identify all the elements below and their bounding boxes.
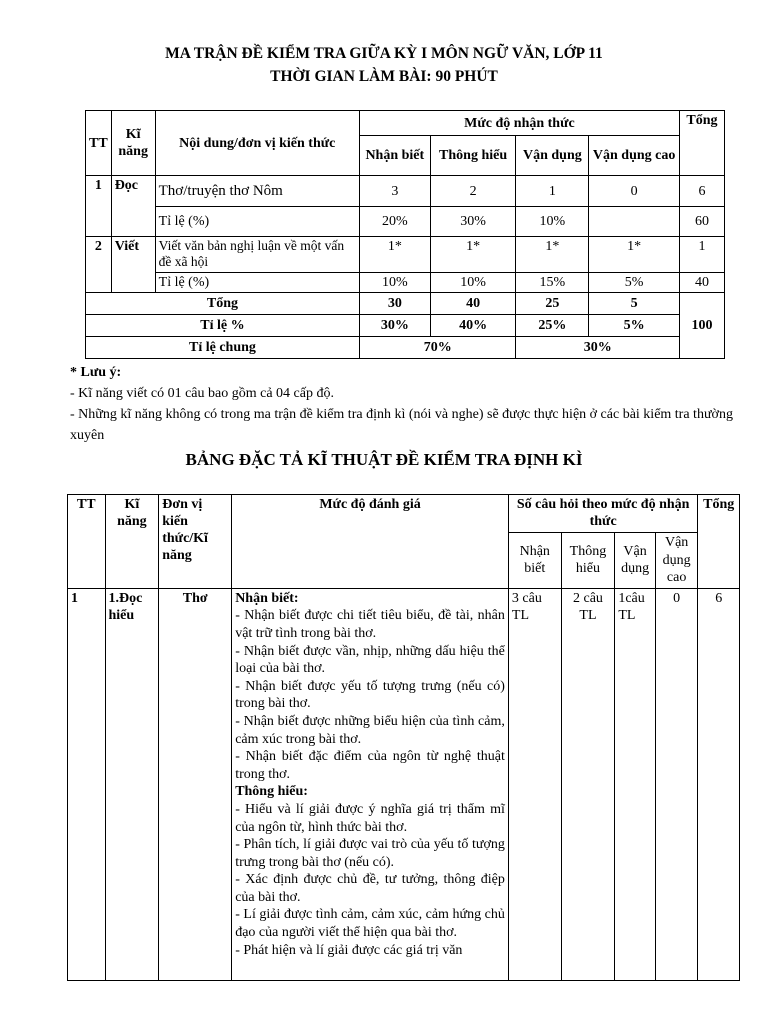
- cell: Thơ: [159, 588, 232, 980]
- cell: 40: [430, 293, 516, 315]
- cell: 40: [679, 273, 724, 293]
- cell: 5%: [589, 315, 680, 337]
- notes-heading: * Lưu ý:: [70, 365, 122, 380]
- cell: 3: [359, 176, 430, 207]
- criteria-item: - Nhận biết được yếu tố tượng trưng (nếu có) trong bài thơ.: [235, 678, 505, 712]
- cell: Tỉ lệ (%): [155, 207, 359, 237]
- spec-header-skill: Kĩ năng: [105, 495, 159, 589]
- spec-header-count: Số câu hỏi theo mức độ nhận thức: [508, 495, 698, 533]
- matrix-header-level: Mức độ nhận thức: [359, 111, 679, 136]
- spec-header-unit: Đơn vị kiến thức/Kĩ năng: [159, 495, 232, 589]
- cell: Tỉ lệ (%): [155, 273, 359, 293]
- cell: 30: [359, 293, 430, 315]
- cell: 2: [86, 237, 112, 293]
- spec-header-total: Tổng: [698, 495, 740, 589]
- spec-header-nb: Nhận biết: [508, 533, 561, 589]
- cell: [589, 207, 680, 237]
- cell: 70%: [359, 337, 516, 359]
- cell: 1.Đọc hiểu: [105, 588, 159, 980]
- cell: 0: [589, 176, 680, 207]
- cell: 25%: [516, 315, 589, 337]
- notes-line: - Những kĩ năng không có trong ma trận đề kiểm tra định kì (nói và nghe) sẽ được thực hiện ở các bài kiểm tra thường xuyên: [70, 407, 733, 443]
- spec-header-vd: Vận dụng: [615, 533, 656, 589]
- matrix-header-tt: TT: [86, 111, 112, 176]
- th-heading: Thông hiểu:: [235, 784, 308, 800]
- cell: 2: [430, 176, 516, 207]
- cell: 30%: [430, 207, 516, 237]
- table-row: [86, 237, 725, 273]
- cell: 1: [86, 176, 112, 237]
- cell: 1*: [359, 237, 430, 273]
- notes: [70, 362, 750, 446]
- matrix-header-content: Nội dung/đơn vị kiến thức: [155, 111, 359, 176]
- cell: Tỉ lệ %: [86, 315, 360, 337]
- cell: Thơ/truyện thơ Nôm: [155, 176, 359, 207]
- cell: 100: [679, 293, 724, 359]
- cell: 3 câu TL: [508, 588, 561, 980]
- matrix-header-vd: Vận dụng: [516, 136, 589, 176]
- table-row: [86, 207, 725, 237]
- criteria-item: - Lí giải được tình cảm, cảm xúc, cảm hứng chủ đạo của người viết thể hiện qua bài thơ.: [235, 907, 505, 941]
- matrix-header-nb: Nhận biết: [359, 136, 430, 176]
- table-row: [86, 315, 725, 337]
- table-row: [86, 176, 725, 207]
- table-row: [86, 337, 725, 359]
- cell: 5: [589, 293, 680, 315]
- cell: 10%: [516, 207, 589, 237]
- cell: 40%: [430, 315, 516, 337]
- criteria-item: - Nhận biết được chi tiết tiêu biểu, đề tài, nhân vật trữ tình trong bài thơ.: [235, 608, 505, 641]
- matrix-header-vdc: Vận dụng cao: [589, 136, 680, 176]
- matrix-table: [85, 110, 725, 359]
- cell: 6: [698, 588, 740, 980]
- criteria-item: - Phân tích, lí giải được vai trò của yếu tố tượng trưng trong bài thơ (nếu có).: [235, 837, 505, 870]
- cell: 5%: [589, 273, 680, 293]
- cell: 0: [655, 588, 698, 980]
- cell: 15%: [516, 273, 589, 293]
- spec-header-vdc: Vận dụng cao: [655, 533, 698, 589]
- cell: 10%: [359, 273, 430, 293]
- table-row: [86, 293, 725, 315]
- spec-header-th: Thông hiểu: [561, 533, 615, 589]
- page-title: MA TRẬN ĐỀ KIỂM TRA GIỮA KỲ I MÔN NGỮ VĂN, LỚP 11: [165, 45, 603, 62]
- nb-heading: Nhận biết:: [235, 590, 299, 606]
- cell: Đọc: [111, 176, 155, 237]
- cell: Tỉ lệ chung: [86, 337, 360, 359]
- matrix-header-total: Tổng: [679, 111, 724, 176]
- criteria-item: - Phát hiện và lí giải được các giá trị văn: [235, 942, 463, 958]
- cell: 1: [68, 588, 106, 980]
- cell: 30%: [359, 315, 430, 337]
- cell: 60: [679, 207, 724, 237]
- table-row: [86, 273, 725, 293]
- cell: Tổng: [86, 293, 360, 315]
- page-subtitle: THỜI GIAN LÀM BÀI: 90 PHÚT: [270, 68, 498, 85]
- criteria-item: - Xác định được chủ đề, tư tưởng, thông điệp của bài thơ.: [235, 872, 505, 905]
- spec-title: BẢNG ĐẶC TẢ KĨ THUẬT ĐỀ KIỂM TRA ĐỊNH KÌ: [185, 450, 583, 469]
- cell: 25: [516, 293, 589, 315]
- criteria-item: - Nhận biết được những biểu hiện của tình cảm, cảm xúc trong bài thơ.: [235, 713, 505, 747]
- table-row: [68, 588, 740, 980]
- cell: 1*: [430, 237, 516, 273]
- criteria-item: - Hiểu và lí giải được ý nghĩa giá trị thẩm mĩ của ngôn từ, hình thức bài thơ.: [235, 801, 505, 835]
- cell: 30%: [516, 337, 680, 359]
- matrix-header-skill: Kĩ năng: [111, 111, 155, 176]
- cell: 1*: [516, 237, 589, 273]
- cell: 1: [679, 237, 724, 273]
- evaluation-criteria: [232, 588, 509, 980]
- cell: 1*: [589, 237, 680, 273]
- cell: 1câu TL: [615, 588, 656, 980]
- matrix-header-th: Thông hiểu: [430, 136, 516, 176]
- criteria-item: - Nhận biết được vần, nhịp, những dấu hiệu thể loại của bài thơ.: [235, 643, 505, 677]
- spec-header-tt: TT: [68, 495, 106, 589]
- cell: 20%: [359, 207, 430, 237]
- cell: 6: [679, 176, 724, 207]
- spec-header-eval: Mức độ đánh giá: [232, 495, 509, 589]
- cell: 1: [516, 176, 589, 207]
- cell: 10%: [430, 273, 516, 293]
- criteria-item: - Nhận biết đặc điểm của ngôn từ nghệ thuật trong thơ.: [235, 749, 505, 782]
- spec-table: [67, 494, 740, 981]
- notes-line: - Kĩ năng viết có 01 câu bao gồm cả 04 cấp độ.: [70, 386, 334, 401]
- cell: Viết văn bản nghị luận về một vấn đề xã hội: [155, 237, 359, 273]
- cell: 2 câu TL: [561, 588, 615, 980]
- cell: Viết: [111, 237, 155, 293]
